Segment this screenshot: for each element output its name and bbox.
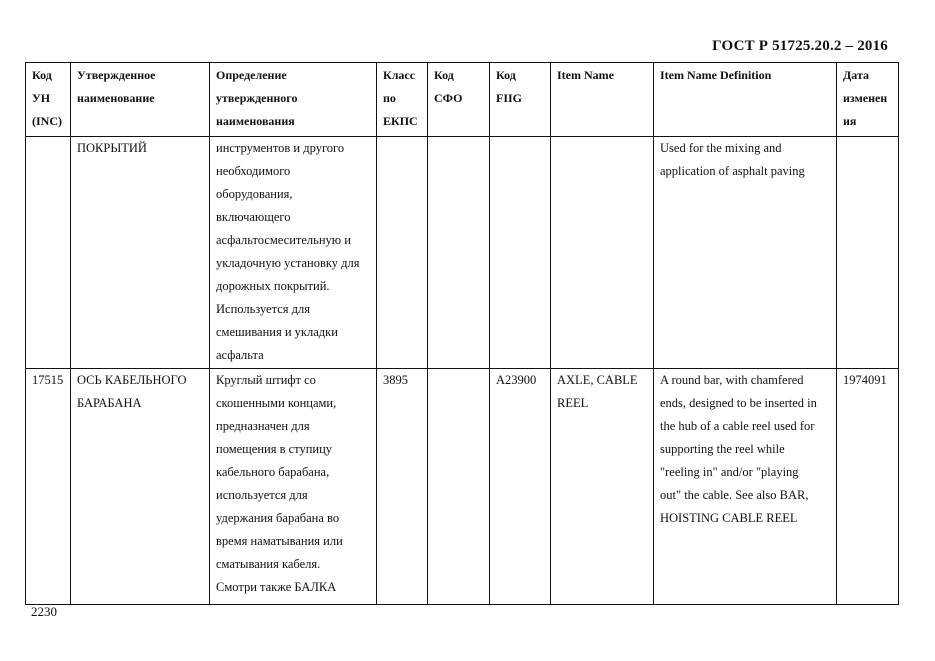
col-header-definition: Определение утвержденного наименования xyxy=(210,63,377,137)
cell-inc xyxy=(26,137,71,369)
cell-item-definition: Used for the mixing and application of asphalt paving xyxy=(654,137,837,369)
col-header-class: Класс по ЕКПС xyxy=(377,63,428,137)
col-header-item-definition: Item Name Definition xyxy=(654,63,837,137)
cell-item-name xyxy=(551,137,654,369)
cell-item-definition: A round bar, with chamfered ends, designed to be inserted in the hub of a cable reel used for supporting the reel while "reeling in" and/or "playing out" the cable. See also BAR, HOISTING CABLE REEL xyxy=(654,369,837,605)
catalog-table xyxy=(25,62,899,605)
document-standard-header: ГОСТ Р 51725.20.2 – 2016 xyxy=(712,38,888,54)
cell-class: 3895 xyxy=(377,369,428,605)
col-header-date: Дата изменен ия xyxy=(837,63,899,137)
cell-definition: инструментов и другого необходимого оборудования, включающего асфальтосмесительную и укладочную установку для дорожных покрытий. Используется для смешивания и укладки асфальта xyxy=(210,137,377,369)
col-header-item-name: Item Name xyxy=(551,63,654,137)
table-row xyxy=(26,137,899,369)
cell-fiig: A23900 xyxy=(490,369,551,605)
col-header-fiig: Код FIIG xyxy=(490,63,551,137)
cell-date xyxy=(837,137,899,369)
col-header-approved-name: Утвержденное наименование xyxy=(71,63,210,137)
table-row xyxy=(26,369,899,605)
col-header-sfo: Код СФО xyxy=(428,63,490,137)
page-number: 2230 xyxy=(31,604,57,619)
cell-fiig xyxy=(490,137,551,369)
cell-approved-name: ПОКРЫТИЙ xyxy=(71,137,210,369)
cell-date: 1974091 xyxy=(837,369,899,605)
cell-sfo xyxy=(428,137,490,369)
cell-definition: Круглый штифт со скошенными концами, предназначен для помещения в ступицу кабельного барабана, используется для удержания барабана во время наматывания или сматывания кабеля. Смотри также БАЛКА xyxy=(210,369,377,605)
cell-item-name: AXLE, CABLE REEL xyxy=(551,369,654,605)
table-header-row xyxy=(26,63,899,137)
col-header-inc: Код УН (INC) xyxy=(26,63,71,137)
cell-class xyxy=(377,137,428,369)
cell-inc: 17515 xyxy=(26,369,71,605)
cell-sfo xyxy=(428,369,490,605)
cell-approved-name: ОСЬ КАБЕЛЬНОГО БАРАБАНА xyxy=(71,369,210,605)
